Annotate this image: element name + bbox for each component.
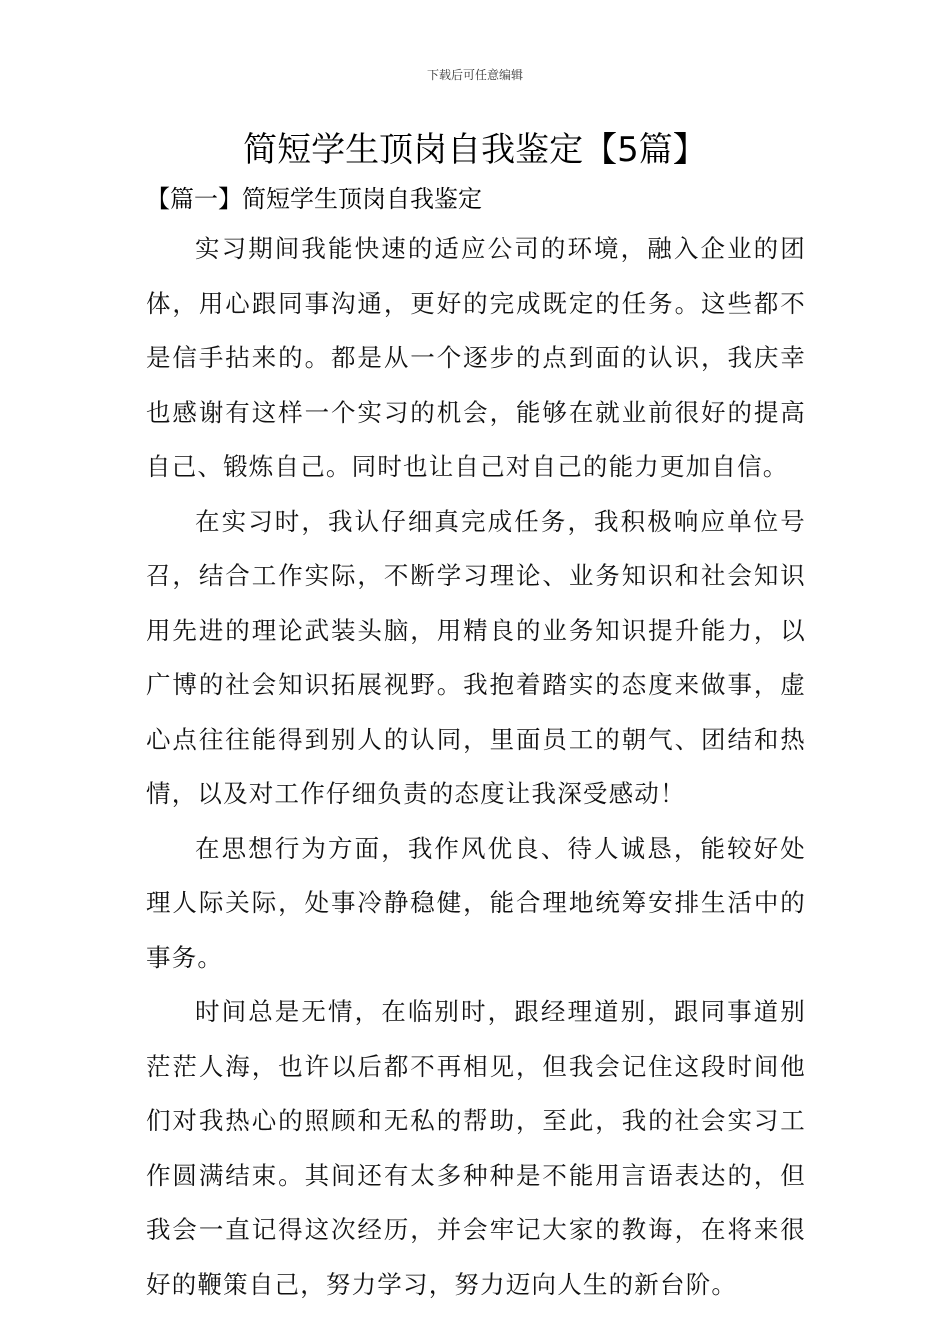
paragraph: 实习期间我能快速的适应公司的环境，融入企业的团体，用心跟同事沟通，更好的完成既定的任务。这些都不是信手拈来的。都是从一个逐步的点到面的认识，我庆幸也感谢有这样一个实习的机会，能够在就业前很好的提高自己、锻炼自己。同时也让自己对自己的能力更加自信。 <box>146 234 806 481</box>
document-title: 简短学生顶岗自我鉴定【5篇】 <box>243 130 707 170</box>
paragraph: 在思想行为方面，我作风优良、待人诚恳，能较好处理人际关际，处事冷静稳健，能合理地统筹安排生活中的事务。 <box>146 833 806 972</box>
document-body <box>146 222 806 1312</box>
page-header-note: 下载后可任意编辑 <box>426 68 523 82</box>
section-heading: 【篇一】简短学生顶岗自我鉴定 <box>146 185 482 213</box>
paragraph: 时间总是无情，在临别时，跟经理道别，跟同事道别茫茫人海，也许以后都不再相见，但我会记住这段时间他们对我热心的照顾和无私的帮助，至此，我的社会实习工作圆满结束。其间还有太多种种是不能用言语表达的，但我会一直记得这次经历，并会牢记大家的教诲，在将来很好的鞭策自己，努力学习，努力迈向人生的新台阶。 <box>146 997 806 1299</box>
paragraph: 在实习时，我认仔细真完成任务，我积极响应单位号召，结合工作实际，不断学习理论、业务知识和社会知识用先进的理论武装头脑，用精良的业务知识提升能力，以广博的社会知识拓展视野。我抱着踏实的态度来做事，虚心点往往能得到别人的认同，里面员工的朝气、团结和热情，以及对工作仔细负责的态度让我深受感动！ <box>146 506 806 808</box>
